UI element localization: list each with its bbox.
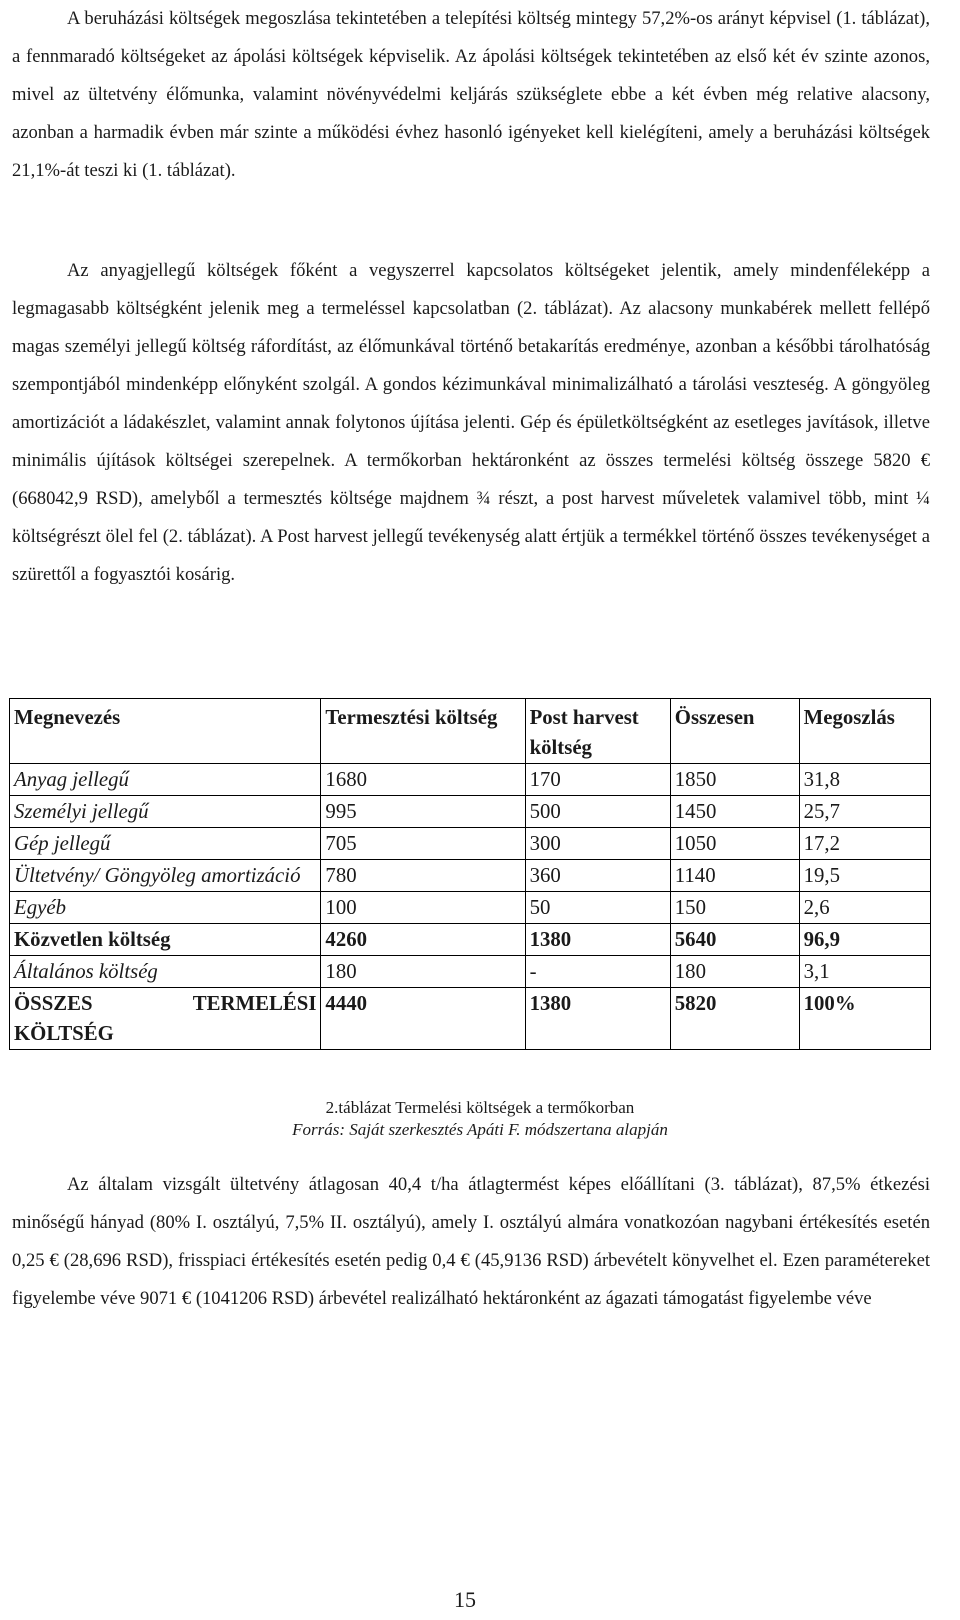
row-name: Általános költség — [10, 956, 321, 988]
header-megnevezes: Megnevezés — [10, 699, 321, 764]
table-row — [10, 828, 931, 860]
row-name: Anyag jellegű — [10, 764, 321, 796]
cell-megoszlas: 3,1 — [799, 956, 930, 988]
header-post-harvest: Post harvest költség — [525, 699, 670, 764]
table-row — [10, 860, 931, 892]
row-name: Ültetvény/ Göngyöleg amortizáció — [10, 860, 321, 892]
paragraph-revenue: Az általam vizsgált ültetvény átlagosan 40,4 t/ha átlagtermést képes előállítani (3. táblázat), 87,5% étkezési minőségű hányad (80% I. osztályú, 7,5% II. osztályú), amely I. osztályú almára vonatkozóan nagybani értékesítés esetén 0,25 € (28,696 RSD), frisspiaci értékesítés esetén pedig 0,4 € (45,9136 RSD) árbevételt könyvelhet el. Ezen paramétereket figyelembe véve 9071 € (1041206 RSD) árbevétel realizálható hektáronként az ágazati támogatást figyelembe véve — [12, 1174, 930, 1309]
table-source: Forrás: Saját szerkesztés Apáti F. módszertana alapján — [292, 1120, 668, 1139]
cell-osszesen: 150 — [670, 892, 799, 924]
page-number: 15 — [454, 1587, 476, 1612]
cell-termesztesi: 705 — [321, 828, 525, 860]
cell-post-harvest: 1380 — [525, 988, 670, 1050]
cell-post-harvest: 50 — [525, 892, 670, 924]
table-caption: 2.táblázat Termelési költségek a termőkorban — [325, 1098, 635, 1117]
table-row — [10, 892, 931, 924]
production-cost-table — [9, 698, 931, 1050]
table-row — [10, 956, 931, 988]
cell-post-harvest: - — [525, 956, 670, 988]
cell-megoszlas: 96,9 — [799, 924, 930, 956]
cell-megoszlas: 31,8 — [799, 764, 930, 796]
table-header-row — [10, 699, 931, 764]
cell-termesztesi: 995 — [321, 796, 525, 828]
cell-osszesen: 1140 — [670, 860, 799, 892]
cell-osszesen: 1850 — [670, 764, 799, 796]
cell-megoszlas: 100% — [799, 988, 930, 1050]
cell-post-harvest: 300 — [525, 828, 670, 860]
cell-osszesen: 5640 — [670, 924, 799, 956]
header-osszesen: Összesen — [670, 699, 799, 764]
cell-megoszlas: 19,5 — [799, 860, 930, 892]
cell-post-harvest: 1380 — [525, 924, 670, 956]
cell-termesztesi: 1680 — [321, 764, 525, 796]
table-row-subtotal — [10, 924, 931, 956]
cell-termesztesi: 100 — [321, 892, 525, 924]
table-row-total — [10, 988, 931, 1050]
cell-osszesen: 1450 — [670, 796, 799, 828]
cell-post-harvest: 500 — [525, 796, 670, 828]
cell-megoszlas: 17,2 — [799, 828, 930, 860]
table-row — [10, 796, 931, 828]
cell-post-harvest: 360 — [525, 860, 670, 892]
table-row — [10, 764, 931, 796]
header-megoszlas: Megoszlás — [799, 699, 930, 764]
row-name: Egyéb — [10, 892, 321, 924]
cell-osszesen: 5820 — [670, 988, 799, 1050]
cell-osszesen: 180 — [670, 956, 799, 988]
cell-post-harvest: 170 — [525, 764, 670, 796]
row-name: Személyi jellegű — [10, 796, 321, 828]
cell-megoszlas: 2,6 — [799, 892, 930, 924]
cell-termesztesi: 4440 — [321, 988, 525, 1050]
row-name: ÖSSZES TERMELÉSI KÖLTSÉG — [10, 988, 321, 1050]
paragraph-investment-costs: A beruházási költségek megoszlása tekintetében a telepítési költség mintegy 57,2%-os arányt képvisel (1. táblázat), a fennmaradó költségeket az ápolási költségek képviselik. Az ápolási költségek tekintetében az első két év szinte azonos, mivel az ültetvény élőmunka, valamint növényvédelmi keljárás szükséglete ebbe a két évben még relative alacsony, azonban a harmadik évben már szinte a működési évhez hasonló igényeket kell kielégíteni, amely a beruházási költségek 21,1%-át teszi ki (1. táblázat). — [12, 8, 930, 181]
cell-termesztesi: 180 — [321, 956, 525, 988]
cell-termesztesi: 4260 — [321, 924, 525, 956]
cell-termesztesi: 780 — [321, 860, 525, 892]
header-termesztesi: Termesztési költség — [321, 699, 525, 764]
cell-osszesen: 1050 — [670, 828, 799, 860]
row-name: Gép jellegű — [10, 828, 321, 860]
row-name: Közvetlen költség — [10, 924, 321, 956]
cell-megoszlas: 25,7 — [799, 796, 930, 828]
paragraph-production-costs: Az anyagjellegű költségek főként a vegyszerrel kapcsolatos költségeket jelentik, amely mindenféleképp a legmagasabb költségként jelenik meg a termeléssel kapcsolatban (2. táblázat). Az alacsony munkabérek mellett fellépő magas személyi jellegű költség ráfordítást, az élőmunkával történő betakarítás eredménye, azonban a későbbi tárolhatóság szempontjából mindenképp előnyként szolgál. A gondos kézimunkával minimalizálható a tárolási veszteség. A göngyöleg amortizációt a ládakészlet, valamint annak folytonos újítása jelenti. Gép és épületköltségként az esetleges javítások, illetve minimális újítások költségei szerepelnek. A termőkorban hektáronként az összes termelési költség összege 5820 € (668042,9 RSD), amelyből a termesztés költsége majdnem ¾ részt, a post harvest műveletek valamivel több, mint ¼ költségrészt ölel fel (2. táblázat). A Post harvest jellegű tevékenység alatt értjük a termékkel történő összes tevékenységet a szürettől a fogyasztói kosárig. — [12, 260, 930, 585]
